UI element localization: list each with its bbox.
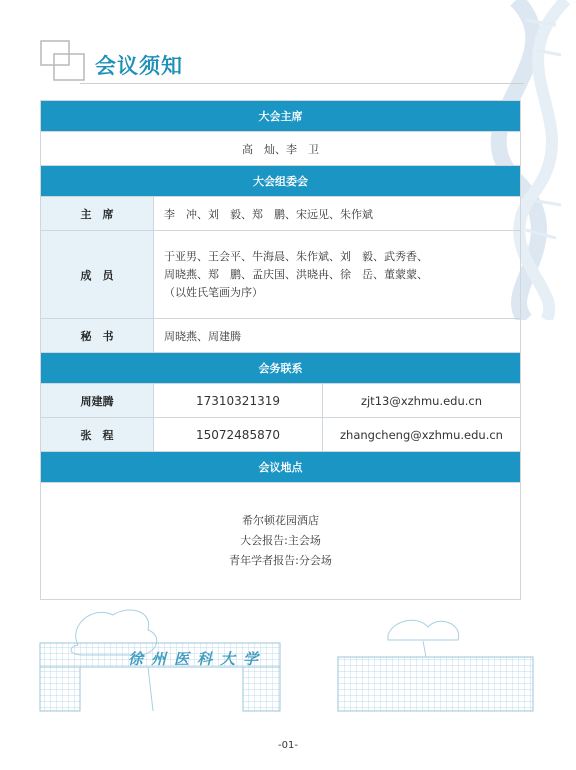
venue-line: 大会报告:主会场	[240, 534, 321, 547]
members-note: （以姓氏笔画为序）	[164, 285, 263, 299]
committee-value-chair: 李 冲、刘 毅、郑 鹏、宋远见、朱作斌	[154, 197, 521, 231]
contact-phone: 15072485870	[154, 418, 323, 452]
page-number: -01-	[278, 740, 298, 751]
contact-name: 周建腾	[41, 384, 154, 418]
title-divider	[80, 83, 524, 84]
venue-details	[41, 483, 521, 600]
members-line: 周晓燕、郑 鹏、孟庆国、洪晓冉、徐 岳、董蒙蒙、	[164, 267, 428, 281]
committee-label-chair: 主 席	[41, 197, 154, 231]
contact-email: zhangcheng@xzhmu.edu.cn	[323, 418, 521, 452]
members-line: 于亚男、王会平、牛海晨、朱作斌、刘 毅、武秀香、	[164, 249, 428, 263]
contact-phone: 17310321319	[154, 384, 323, 418]
section-heading-contact: 会务联系	[41, 353, 521, 384]
committee-label-members: 成 员	[41, 231, 154, 319]
committee-value-secretary: 周晓燕、周建腾	[154, 319, 521, 353]
chair-names: 高 灿、李 卫	[41, 132, 521, 166]
contact-email: zjt13@xzhmu.edu.cn	[323, 384, 521, 418]
venue-line: 希尔顿花园酒店	[242, 514, 319, 527]
section-heading-chair: 大会主席	[41, 101, 521, 132]
meeting-info-table	[40, 100, 521, 600]
page-title: 会议须知	[95, 54, 183, 78]
square-frame-icon	[40, 40, 88, 82]
venue-line: 青年学者报告:分会场	[229, 554, 332, 567]
section-heading-venue: 会议地点	[41, 452, 521, 483]
contact-name: 张 程	[41, 418, 154, 452]
committee-value-members	[154, 231, 521, 319]
campus-gate-illustration	[38, 605, 538, 715]
committee-label-secretary: 秘 书	[41, 319, 154, 353]
school-name: 徐州医科大学	[128, 650, 267, 668]
page-header	[40, 40, 524, 84]
section-heading-committee: 大会组委会	[41, 166, 521, 197]
